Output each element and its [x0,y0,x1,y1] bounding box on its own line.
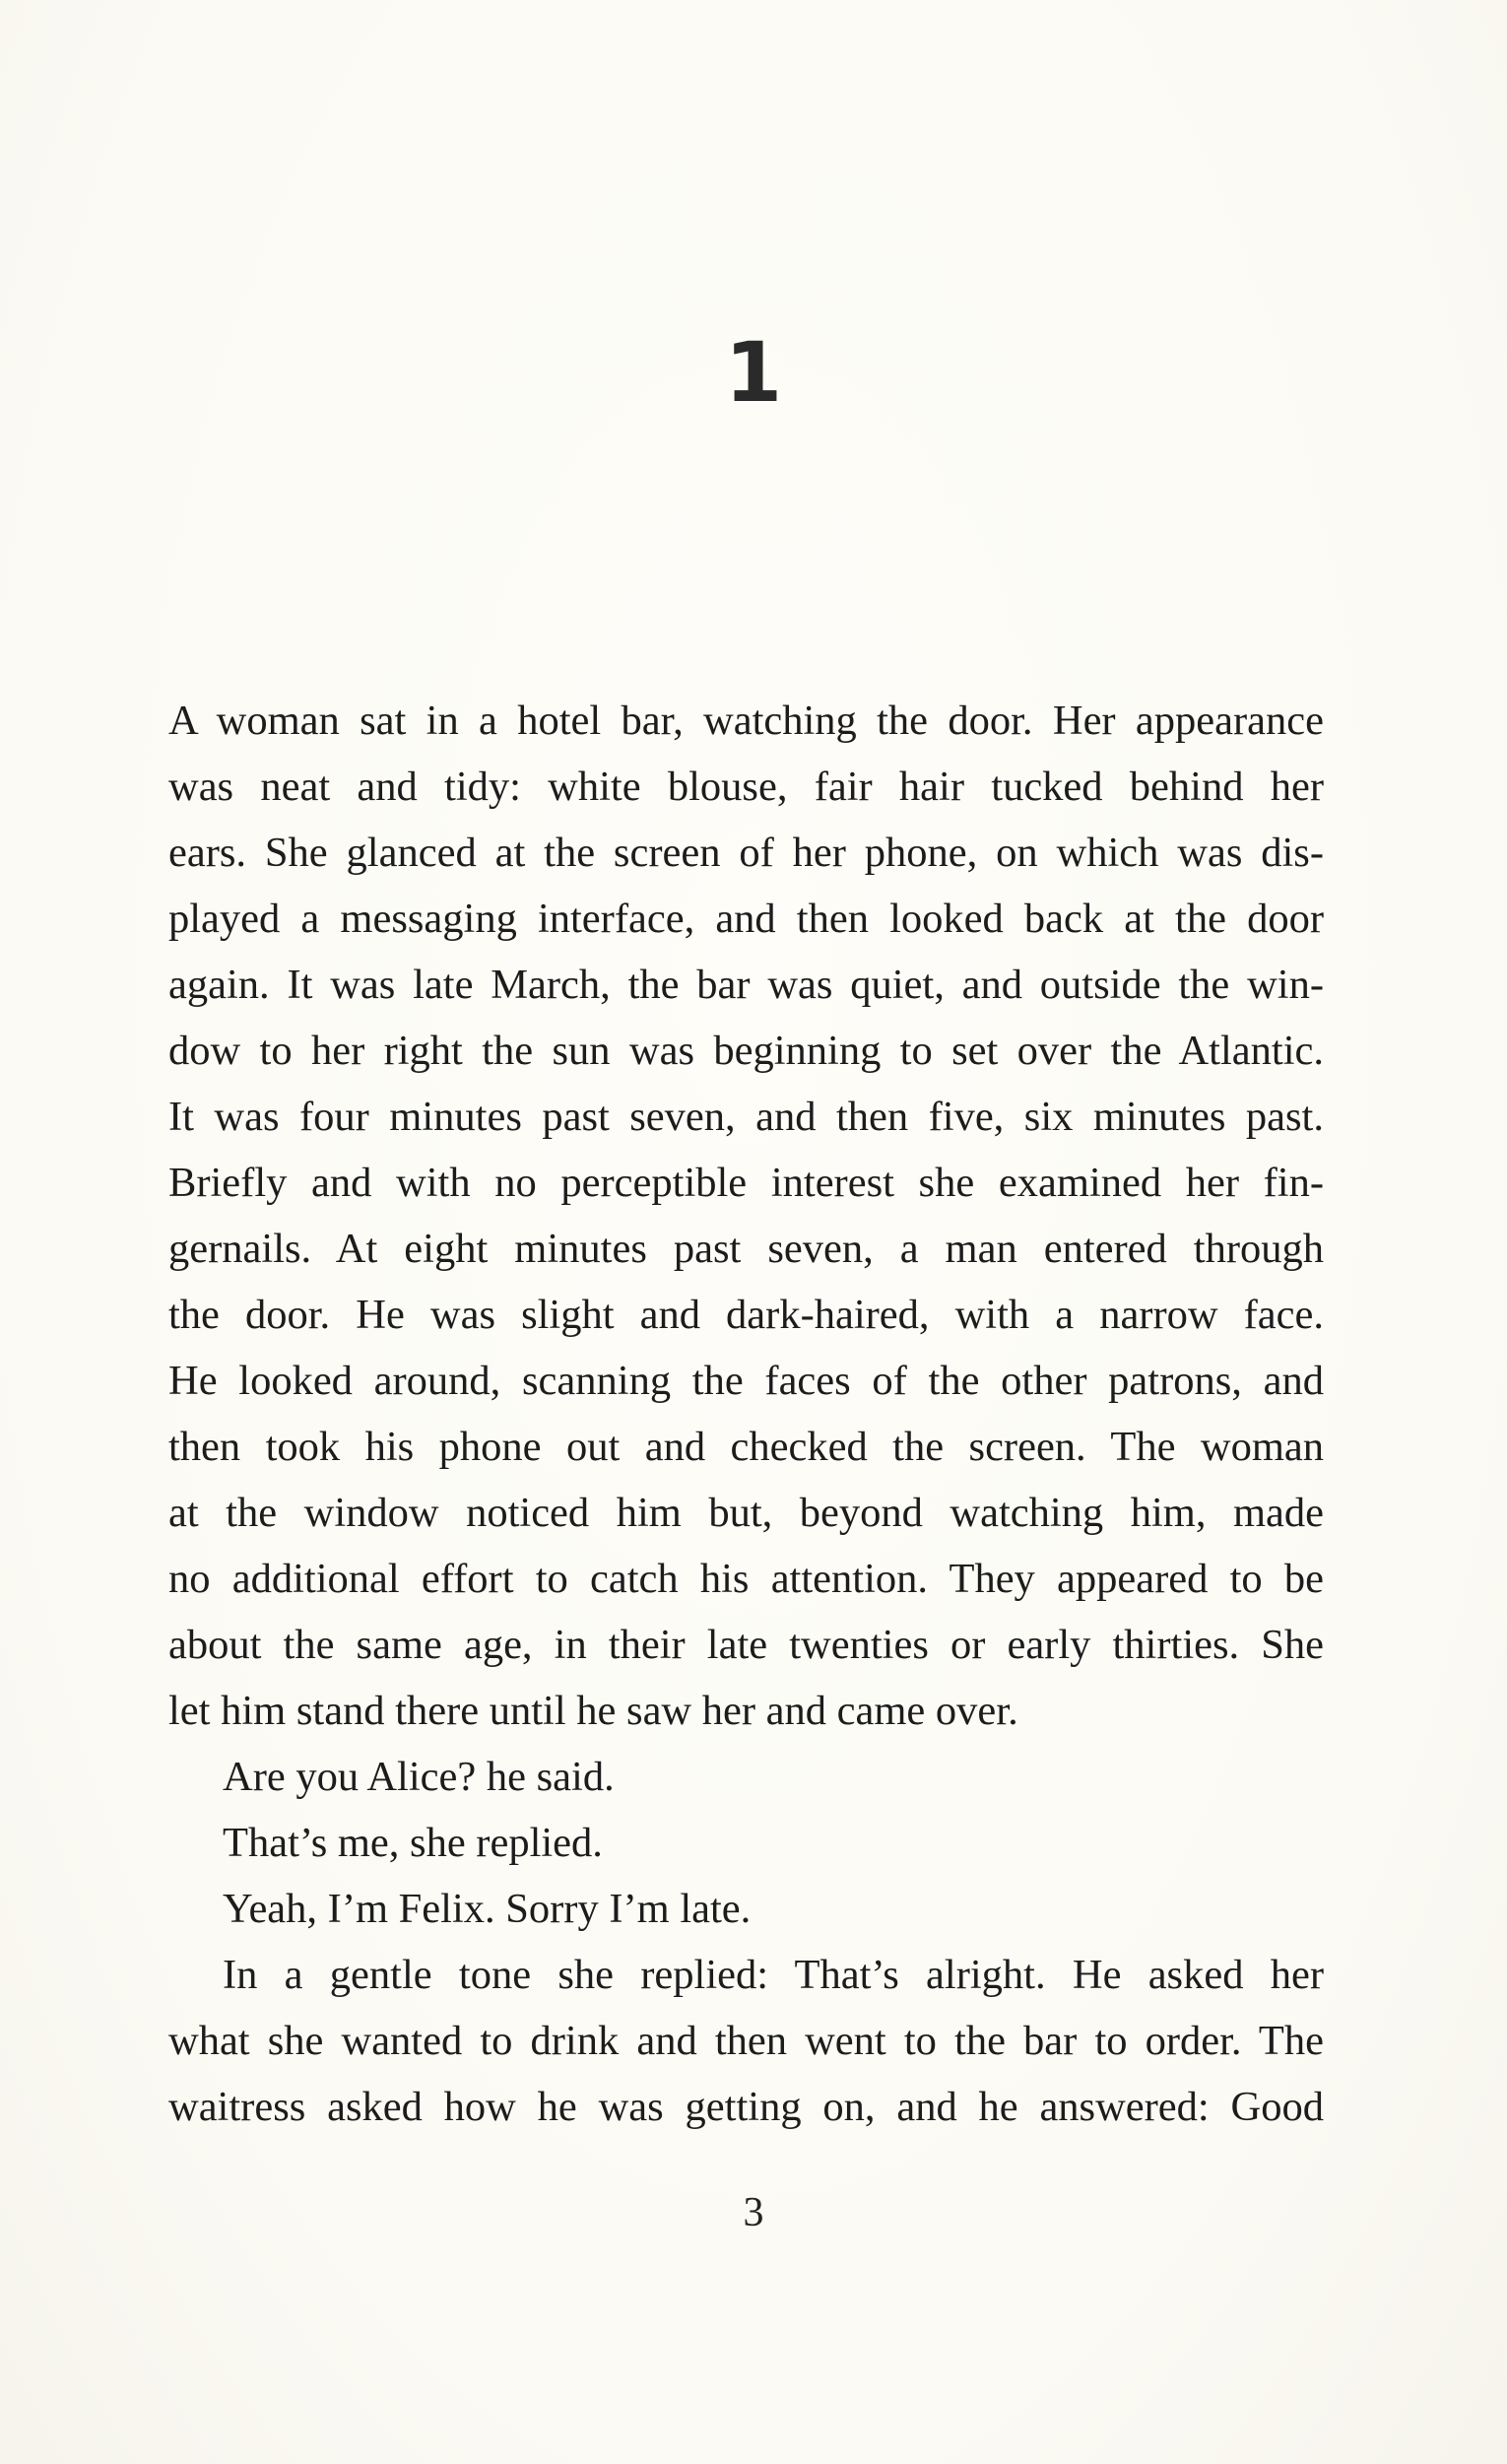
text-line: played a messaging interface, and then looked back at the door [168,896,1324,942]
page-number: 3 [743,2190,764,2235]
text-line: no additional effort to catch his attention. They appeared to be [168,1556,1324,1602]
text-line: waitress asked how he was getting on, and he answered: Good [168,2084,1324,2130]
text-line: gernails. At eight minutes past seven, a man entered through [168,1226,1324,1272]
text-line: A woman sat in a hotel bar, watching the door. Her appearance [168,698,1324,744]
dialogue-line: Yeah, I’m Felix. Sorry I’m late. [223,1886,752,1932]
dialogue-line: That’s me, she replied. [223,1820,603,1866]
text-line: ears. She glanced at the screen of her phone, on which was dis- [168,830,1324,876]
dialogue-line: Are you Alice? he said. [223,1754,615,1800]
text-line: In a gentle tone she replied: That’s alright. He asked her [223,1952,1324,1998]
text-line: then took his phone out and checked the screen. The woman [168,1424,1324,1470]
text-line: was neat and tidy: white blouse, fair hair tucked behind her [168,764,1324,810]
text-line: again. It was late March, the bar was quiet, and outside the win- [168,962,1324,1008]
text-line: He looked around, scanning the faces of the other patrons, and [168,1358,1324,1404]
body-text [168,688,1324,2140]
text-line: the door. He was slight and dark-haired, with a narrow face. [168,1292,1324,1338]
text-line: about the same age, in their late twenties or early thirties. She [168,1622,1324,1668]
text-line: dow to her right the sun was beginning to set over the Atlantic. [168,1028,1324,1074]
text-line: let him stand there until he saw her and came over. [168,1688,1018,1734]
text-line: at the window noticed him but, beyond watching him, made [168,1490,1324,1536]
chapter-number: 1 [724,324,783,421]
text-line: It was four minutes past seven, and then five, six minutes past. [168,1094,1324,1140]
text-line: what she wanted to drink and then went to the bar to order. The [168,2018,1324,2064]
text-line: Briefly and with no perceptible interest she examined her fin- [168,1160,1324,1206]
